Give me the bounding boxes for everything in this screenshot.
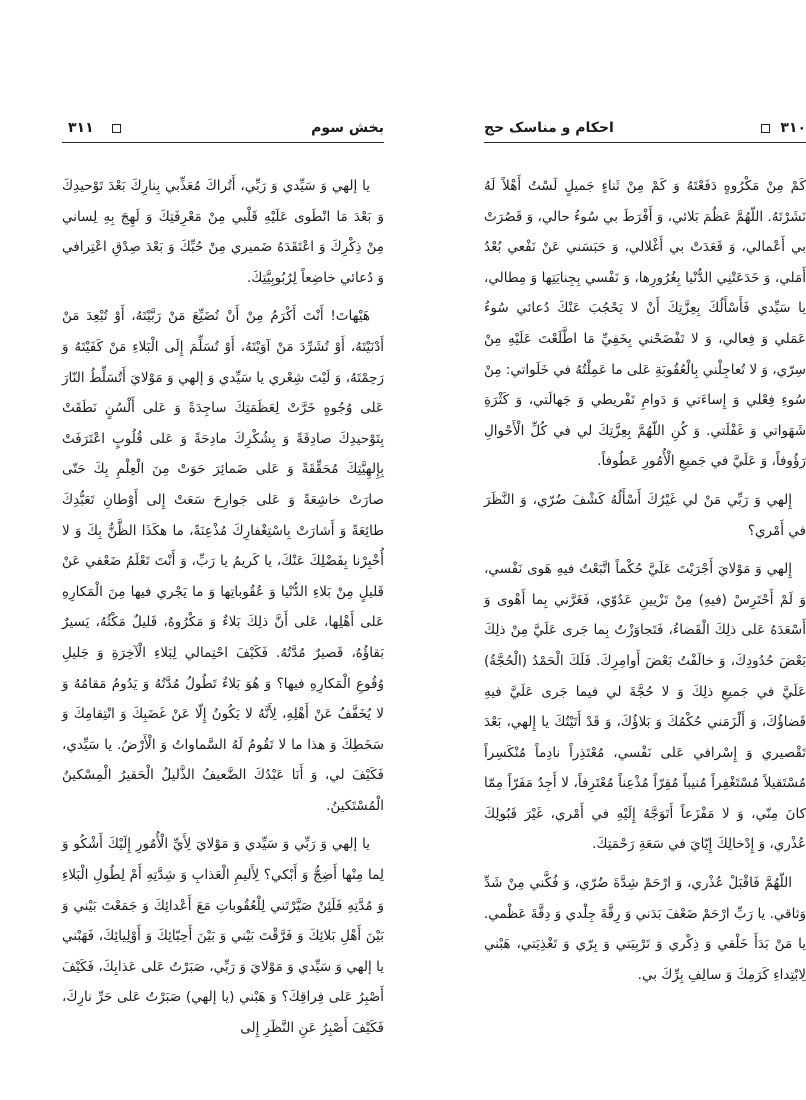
paragraph: كَمْ مِنْ مَكْرُوهٍ دَفَعْتَهُ وَ كَمْ مِنْ ثَناءٍ جَميلٍ لَسْتُ أَهْلاً لَهُ نَشَرْتَهُ. اللّهُمَّ عَظُمَ بَلائي، وَ أَفْرَطَ بي سُوءُ حالي، وَ قَصُرَتْ بي أَعْمالي، وَ قَعَدَتْ بي أَغْلالي، وَ حَبَسَني عَنْ نَفْعي بُعْدُ أَمَلي، وَ خَدَعَتْنِي الدُّنْيا بِغُرُورِها، وَ نَفْسي بِجِنايَتِها وَ مِطالي، يا سَيِّدي فَأَسْأَلُكَ بِعِزَّتِكَ أَنْ لا يَحْجُبَ عَنْكَ دُعائي سُوءُ عَمَلي وَ فِعالي، وَ لا تَفْضَحْني بِخَفِيِّ مَا اطَّلَعْتَ عَلَيْهِ مِنْ سِرّي، وَ لا تُعاجِلْني بِالْعُقُوبَةِ عَلى ما عَمِلْتُهُ في خَلَواتي: مِنْ سُوءِ فِعْلي وَ إِساءَتي وَ دَوامِ تَفْريطي وَ جَهالَتي، وَ كَثْرَةِ شَهَواتي وَ غَفْلَتي. وَ كُنِ اللّهُمَّ بِعِزَّتِكَ لي في كُلِّ الْأَحْوالِ رَؤُوفاً، وَ عَلَيَّ في جَميعِ الْأُمُورِ عَطُوفاً. (484, 178, 806, 470)
running-header-title: احکام و مناسک حج (484, 120, 614, 136)
paragraph: يا إلهي وَ سَيِّدي وَ رَبِّي، أَتُراكَ مُعَذِّبي بِنارِكَ بَعْدَ تَوْحيدِكَ وَ بَعْدَ مَا انْطَوى عَلَيْهِ قَلْبي مِنْ مَعْرِفَتِكَ وَ لَهِجَ بِهِ لِساني مِنْ ذِكْرِكَ وَ اعْتَقَدَهُ ضَميري مِنْ حُبِّكَ وَ بَعْدَ صِدْقِ اعْتِرافي وَ دُعائي خاضِعاً لِرُبُوبِيَّتِكَ. (62, 178, 384, 286)
page-box-icon (112, 124, 121, 133)
left-page-body (62, 171, 384, 1044)
left-page (62, 118, 384, 1038)
page-number: ۳۱۱ (68, 120, 94, 136)
right-page-body (484, 171, 806, 990)
left-page-header (62, 118, 384, 143)
paragraph: يا إلهي وَ رَبِّي وَ سَيِّدي وَ مَوْلايَ لِأَيِّ الْأُمُورِ إِلَيْكَ أَشْكُو وَ لِما مِنْها أَضِجُّ وَ أَبْكي؟ لِأَليمِ الْعَذابِ وَ شِدَّتِهِ أَمْ لِطُولِ الْبَلاءِ وَ مُدَّتِهِ فَلَئِنْ صَيَّرْتَني لِلْعُقُوباتِ مَعَ أَعْدائِكَ وَ جَمَعْتَ بَيْني وَ بَيْنَ أَهْلِ بَلائِكَ وَ فَرَّقْتَ بَيْني وَ بَيْنَ أَحِبّائِكَ وَ أَوْلِيائِكَ، فَهَبْني يا إلهي وَ سَيِّدي وَ مَوْلايَ وَ رَبِّي، صَبَرْتُ عَلى عَذابِكَ، فَكَيْفَ أَصْبِرُ عَلى فِراقِكَ؟ وَ هَبْني (يا إلهي) صَبَرْتُ عَلى حَرِّ نارِكَ، فَكَيْفَ أَصْبِرُ عَنِ النَّظَرِ إِلى (62, 836, 384, 1037)
paragraph: هَيْهاتَ! أَنْتَ أَكْرَمُ مِنْ أَنْ تُضَيِّعَ مَنْ رَبَّيْتَهُ، أَوْ تُبْعِدَ مَنْ أَدْنَيْتَهُ، أَوْ تُشَرِّدَ مَنْ آوَيْتَهُ، أَوْ تُسَلِّمَ إِلَى الْبَلاءِ مَنْ كَفَيْتَهُ وَ رَحِمْتَهُ، وَ لَيْتَ شِعْري يا سَيِّدي وَ إلهي وَ مَوْلايَ أَتُسَلِّطُ النّارَ عَلى وُجُوهٍ خَرَّتْ لِعَظَمَتِكَ ساجِدَةً وَ عَلى أَلْسُنٍ نَطَقَتْ بِتَوْحيدِكَ صادِقَةً وَ بِشُكْرِكَ مادِحَةً وَ عَلى قُلُوبٍ اعْتَرَفَتْ بِإِلهِيَّتِكَ مُحَقِّقَةً وَ عَلى ضَمائِرَ حَوَتْ مِنَ الْعِلْمِ بِكَ حَتّى صارَتْ خاشِعَةً وَ عَلى جَوارِحَ سَعَتْ إِلى أَوْطانِ تَعَبُّدِكَ طائِعَةً وَ أَشارَتْ بِاسْتِغْفارِكَ مُذْعِنَةً، ما هكَذَا الظَّنُّ بِكَ وَ لا أُخْبِرْنا بِفَضْلِكَ عَنْكَ، يا كَريمُ يا رَبِّ، وَ أَنْتَ تَعْلَمُ ضَعْفي عَنْ قَليلٍ مِنْ بَلاءِ الدُّنْيا وَ عُقُوباتِها وَ ما يَجْري فيها مِنَ الْمَكارِهِ عَلى أَهْلِها، عَلى أَنَّ ذلِكَ بَلاءٌ وَ مَكْرُوهٌ، قَليلٌ مَكْثُهُ، يَسيرٌ بَقاؤُهُ، قَصيرٌ مُدَّتُهُ. فَكَيْفَ احْتِمالي لِبَلاءِ الْآخِرَةِ وَ جَليلِ وُقُوعِ الْمَكارِهِ فيها؟ وَ هُوَ بَلاءٌ تَطُولُ مُدَّتُهُ وَ يَدُومُ مَقامُهُ وَ لا يُخَفَّفُ عَنْ أَهْلِهِ، لِأَنَّهُ لا يَكُونُ إِلّا عَنْ غَضَبِكَ وَ انْتِقامِكَ وَ سَخَطِكَ وَ هذا ما لا تَقُومُ لَهُ السَّماواتُ وَ الْأَرْضُ. يا سَيِّدي، فَكَيْفَ لي، وَ أَنَا عَبْدُكَ الضَّعيفُ الذَّليلُ الْحَقيرُ الْمِسْكينُ الْمُسْتَكينُ. (62, 308, 384, 814)
right-page (484, 118, 806, 1038)
page-box-icon (761, 124, 770, 133)
running-header-title: بخش سوم (311, 120, 384, 136)
paragraph: إِلهي وَ مَوْلايَ أَجْرَيْتَ عَلَيَّ حُكْماً اتَّبَعْتُ فيهِ هَوى نَفْسي، وَ لَمْ أَحْتَرِسْ (فيهِ) مِنْ تَزْيينِ عَدُوّي، فَغَرَّني بِما أَهْوى وَ أَسْعَدَهُ عَلى ذلِكَ الْقَضاءُ، فَتَجاوَزْتُ بِما جَرى عَلَيَّ مِنْ ذلِكَ بَعْضَ حُدُودِكَ، وَ خالَفْتُ بَعْضَ أَوامِرِكَ. فَلَكَ الْحَمْدُ (الْحُجَّةُ) عَلَيَّ في جَميعِ ذلِكَ وَ لا حُجَّةَ لي فيما جَرى عَلَيَّ فيهِ قَضاؤُكَ، وَ أَلْزَمَني حُكْمُكَ وَ بَلاؤُكَ، وَ قَدْ أَتَيْتُكَ يا إِلهي، بَعْدَ تَقْصيري وَ إِسْرافي عَلى نَفْسي، مُعْتَذِراً نادِماً مُنْكَسِراً مُسْتَقيلاً مُسْتَغْفِراً مُنيباً مُقِرّاً مُذْعِناً مُعْتَرِفاً، لا أَجِدُ مَفَرّاً مِمّا كانَ مِنّي، وَ لا مَفْزَعاً أَتَوَجَّهُ إِلَيْهِ في أَمْري، غَيْرَ قَبُولِكَ عُذْري، وَ إِدْخالِكَ إِيّايَ في سَعَةِ رَحْمَتِكَ. (484, 561, 806, 853)
page-number: ۳۱۰ (780, 120, 806, 136)
right-page-header (484, 118, 806, 143)
paragraph: اللّهُمَّ فَاقْبَلْ عُذْري، وَ ارْحَمْ شِدَّةَ ضُرّي، وَ فُكَّني مِنْ شَدِّ وَثاقي. يا رَبِّ ارْحَمْ ضَعْفَ بَدَني وَ رِقَّةَ جِلْدي وَ دِقَّةَ عَظْمي. يا مَنْ بَدَأَ خَلْقي وَ ذِكْري وَ تَرْبِيَتي وَ بِرّي وَ تَغْذِيَتي، هَبْني لِابْتِداءِ كَرَمِكَ وَ سالِفِ بِرِّكَ بي. (484, 875, 806, 983)
paragraph: إِلهي وَ رَبِّي مَنْ لي غَيْرُكَ أَسْأَلُهُ كَشْفَ ضُرّي، وَ النَّظَرَ في أَمْري؟ (484, 491, 806, 539)
